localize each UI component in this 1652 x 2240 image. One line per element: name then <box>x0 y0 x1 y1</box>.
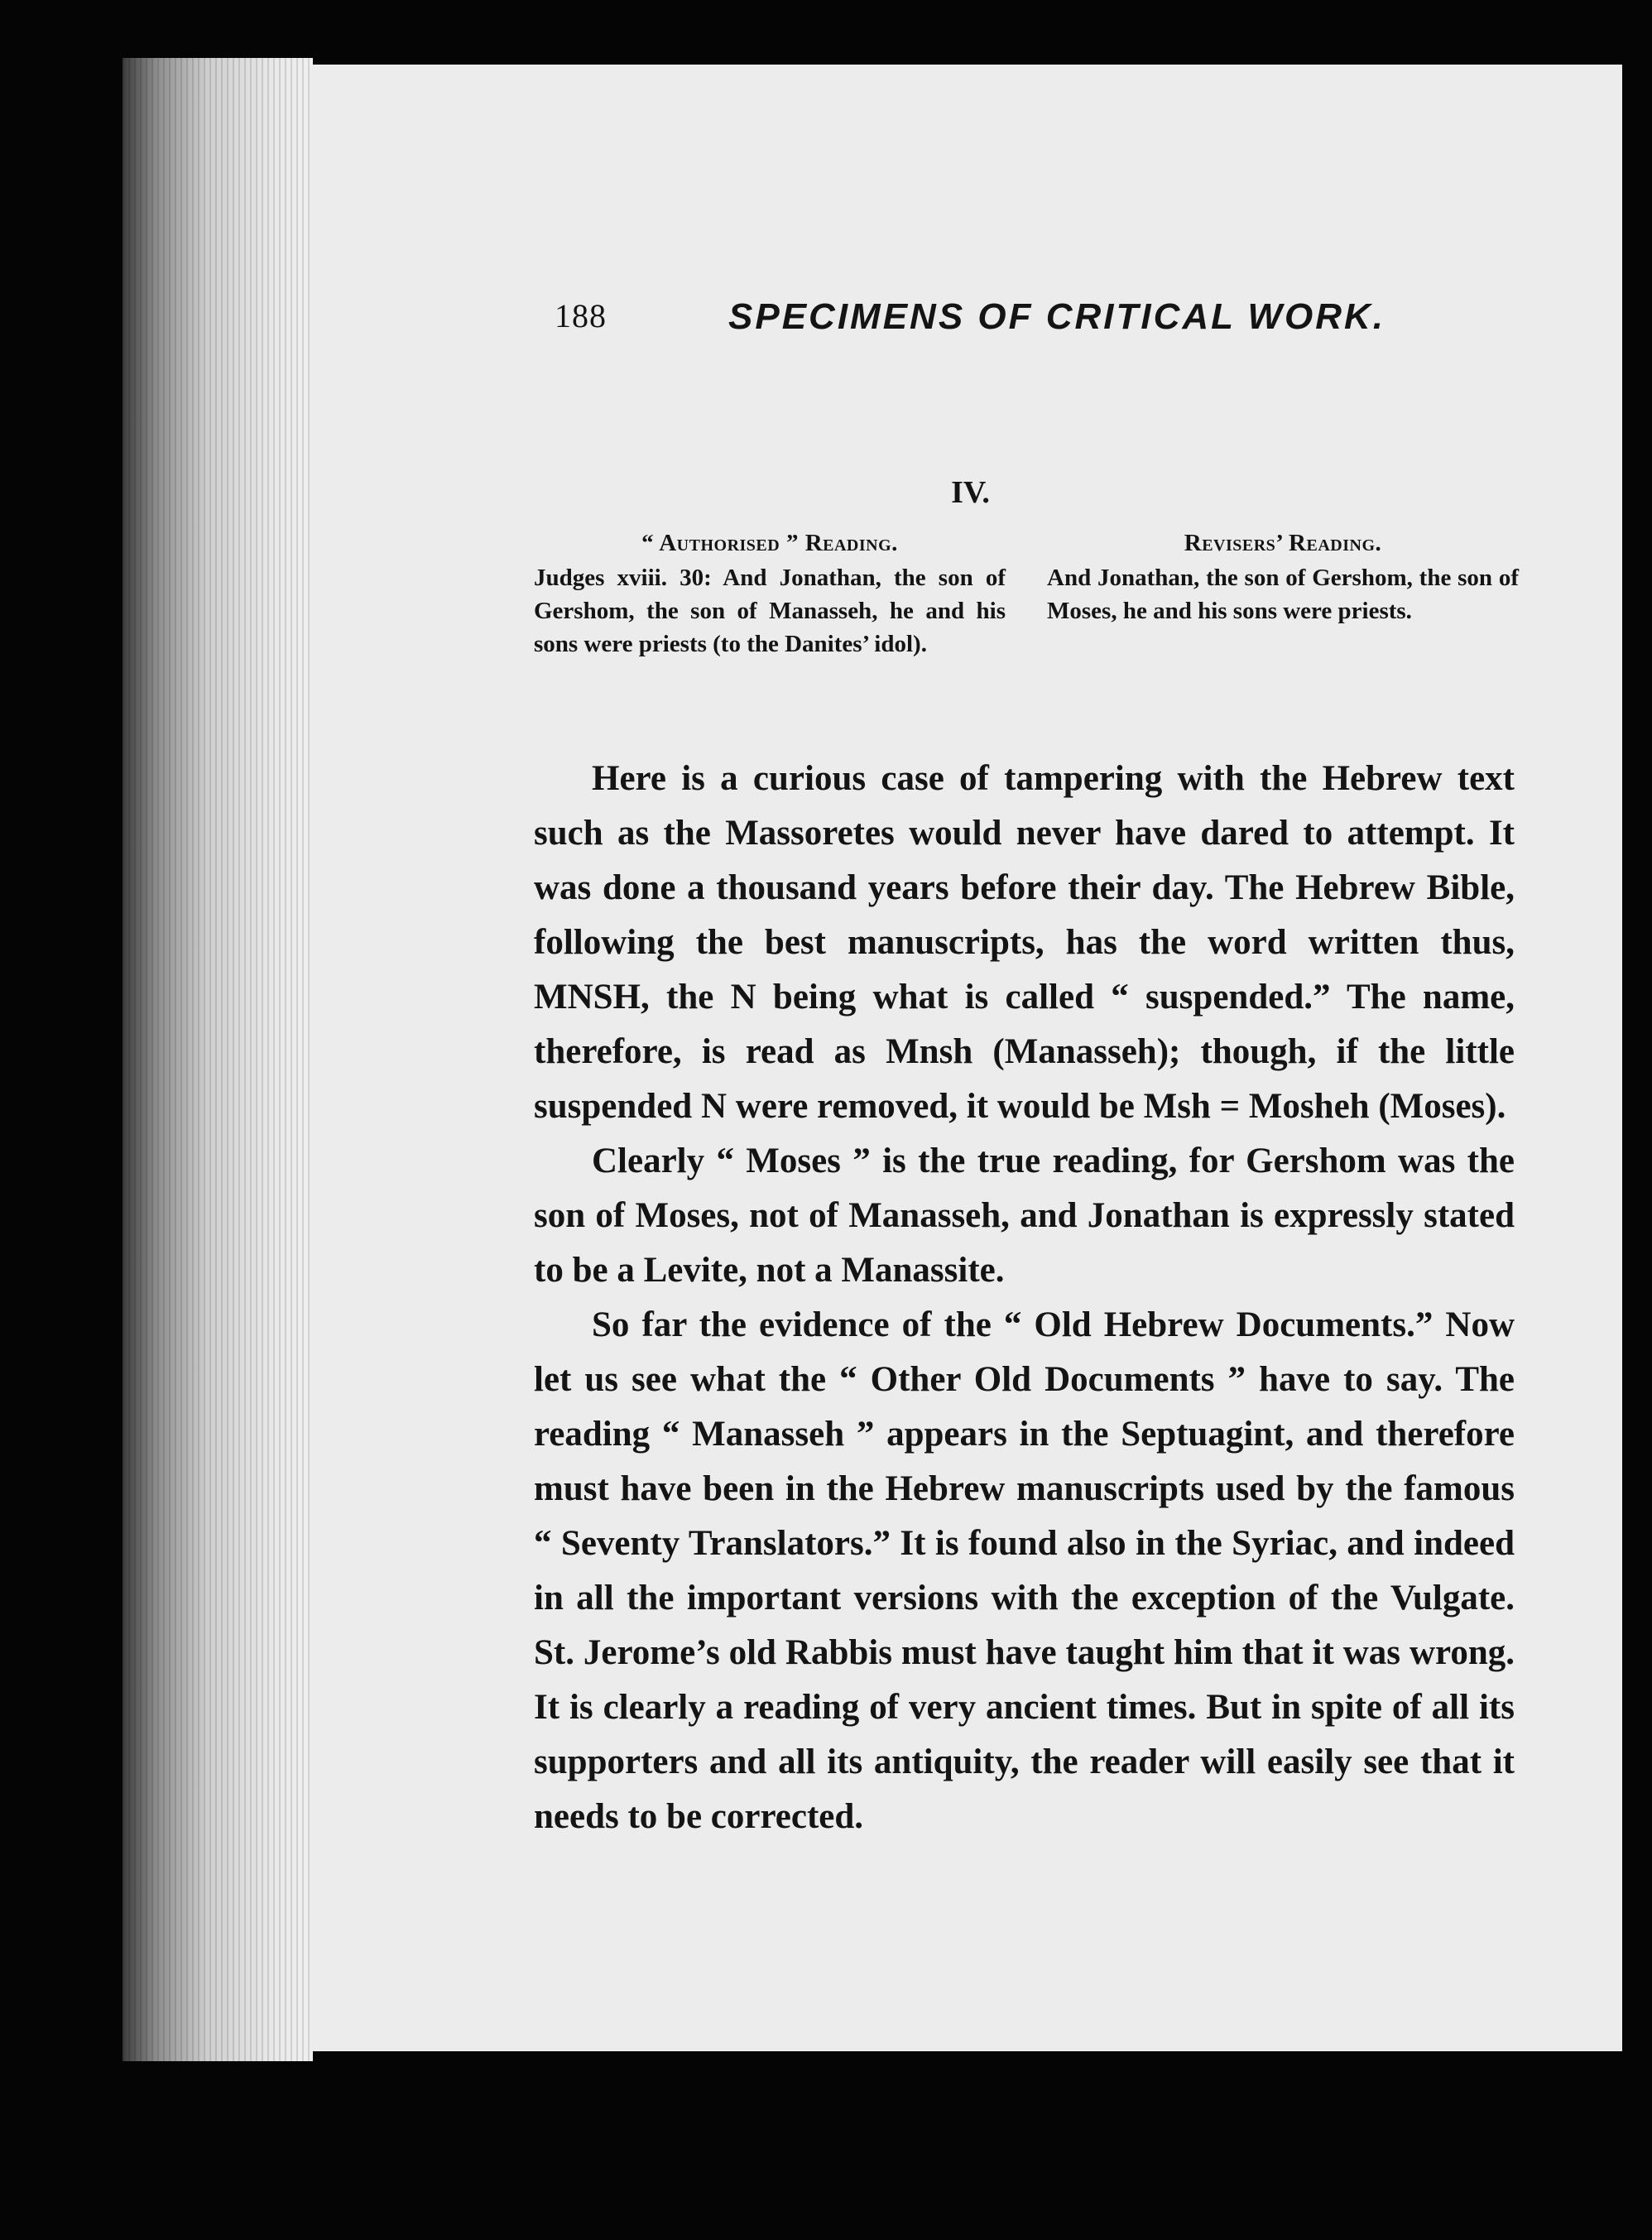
paragraph-1: Here is a curious case of tampering with the Hebrew text such as the Massoretes would never have dared to attempt. It was done a thousand years before their day. The Hebrew Bible, following the best manuscripts, has the word written thus, MNSH, the N being what is called “ suspended.” The name, therefore, is read as Mnsh (Manasseh); though, if the little suspended N were removed, it would be Msh = Mosheh (Moses). <box>534 759 1515 1126</box>
authorised-reading-heading: “ Authorised ” Reading. <box>641 530 898 556</box>
running-title: SPECIMENS OF CRITICAL WORK. <box>728 296 1385 337</box>
book-page <box>310 65 1622 2051</box>
authorised-reading-column <box>534 526 1006 661</box>
paragraph-2: Clearly “ Moses ” is the true reading, for Gershom was the son of Moses, not of Manasseh, and Jonathan is expressly stated to be a Levite, not a Manassite. <box>534 1142 1515 1290</box>
page-number: 188 <box>555 297 607 334</box>
paragraph-3: So far the evidence of the “ Old Hebrew Documents.” Now let us see what the “ Other Old Documents ” have to say. The reading “ Manasseh ” appears in the Septuagint, and therefore must have been in the Hebrew manuscripts used by the famous “ Seventy Translators.” It is found also in the Syriac, and indeed in all the important versions with the exception of the Vulgate. St. Jerome’s old Rabbis must have taught him that it was wrong. It is clearly a reading of very ancient times. But in spite of all its supporters and all its antiquity, the reader will easily see that it needs to be corrected. <box>534 1305 1515 1836</box>
authorised-reading-text: Judges xviii. 30: And Jonathan, the son of Gershom, the son of Manasseh, he and his sons were priests (to the Danites’ idol). <box>534 565 1006 657</box>
page-header <box>310 296 1622 346</box>
section-number: IV. <box>951 475 990 510</box>
revisers-reading-heading: Revisers’ Reading. <box>1184 530 1382 556</box>
revisers-reading-column <box>1047 526 1519 661</box>
revisers-reading-text: And Jonathan, the son of Gershom, the son of Moses, he and his sons were priests. <box>1047 565 1519 624</box>
comparison-columns <box>534 526 1519 661</box>
body-text <box>534 752 1515 1844</box>
book-page-edges <box>122 58 313 2061</box>
